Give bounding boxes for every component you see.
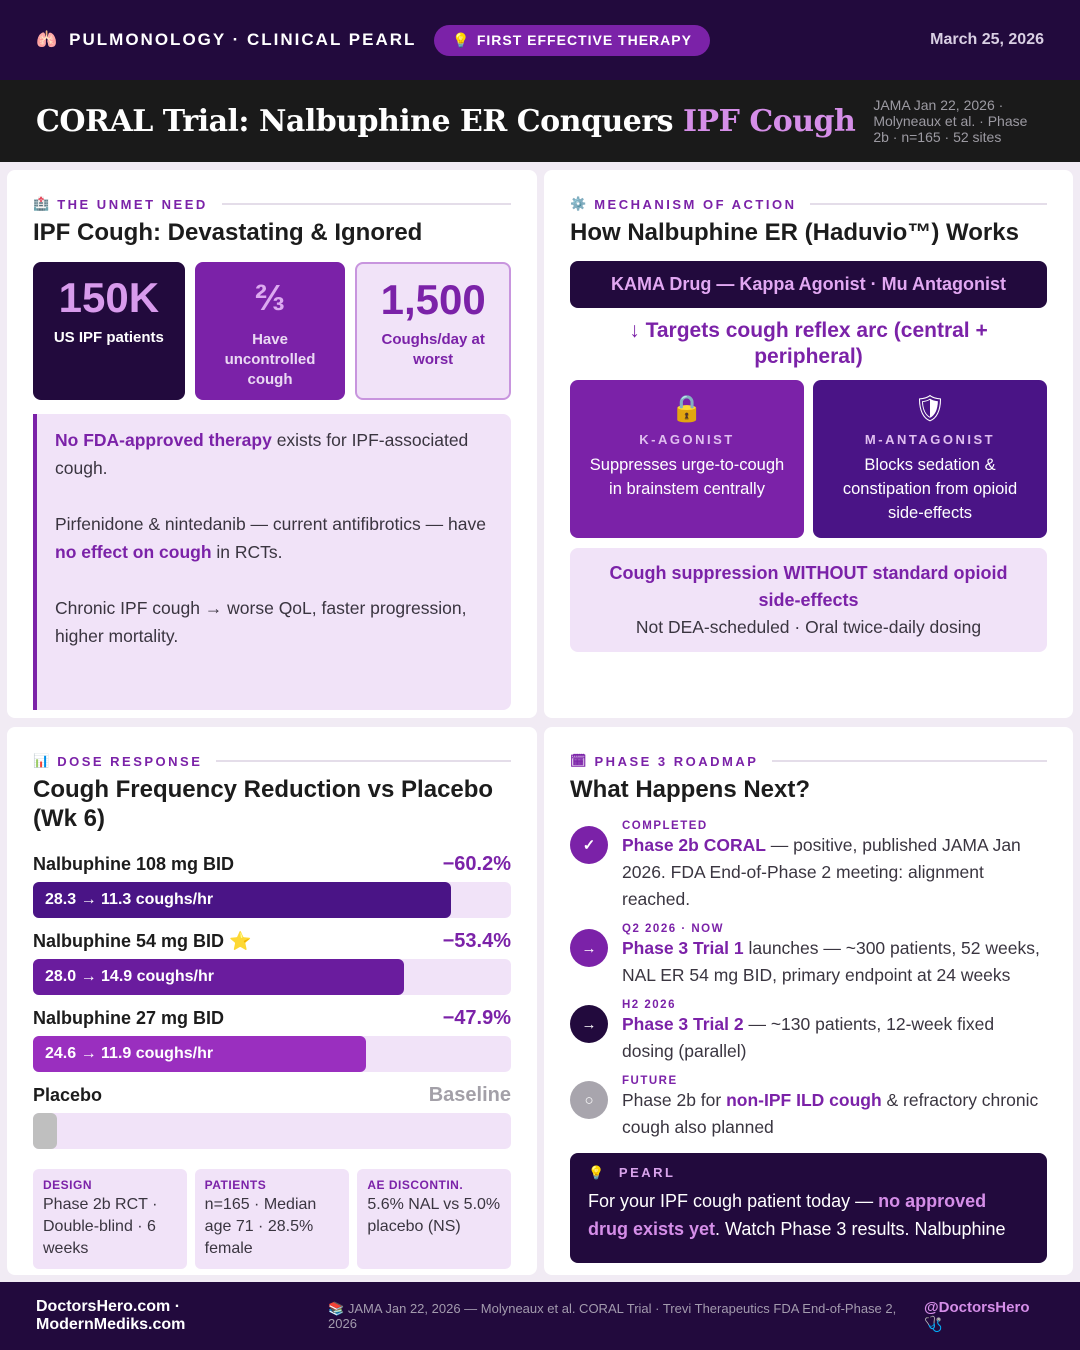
- section-title: IPF Cough: Devastating & Ignored: [33, 219, 423, 246]
- check-icon: ✓: [570, 826, 608, 864]
- dose-arm: [33, 853, 511, 918]
- fact-patients: [195, 1169, 350, 1269]
- dose-arm-name: Nalbuphine 108 mg BID: [33, 854, 235, 874]
- section-kicker-label: DOSE RESPONSE: [57, 753, 203, 769]
- bar-chart-icon: 📊: [33, 753, 50, 768]
- roadmap-steps: [570, 820, 1047, 1141]
- placebo-bar-marker: [33, 1113, 57, 1149]
- therapy-badge-label: FIRST EFFECTIVE THERAPY: [476, 32, 692, 48]
- callout-paragraph: [55, 426, 493, 482]
- unmet-need-card: [7, 170, 537, 718]
- section-kicker: [33, 753, 511, 769]
- section-kicker-label: THE UNMET NEED: [57, 196, 208, 212]
- dose-bar-track: [33, 1113, 511, 1149]
- step-body: [622, 923, 1047, 989]
- step-tag: COMPLETED: [622, 820, 708, 832]
- page-title-main: CORAL Trial: Nalbuphine ER Conquers: [36, 103, 683, 139]
- dose-arm-name: Placebo: [33, 1085, 103, 1105]
- mechanism-name: K-AGONIST: [639, 432, 735, 447]
- step-detail: & refractory chronic cough also planned: [622, 1090, 1039, 1137]
- benefit-callout: [570, 548, 1047, 652]
- step-text: [622, 1087, 1047, 1141]
- section-kicker: [570, 196, 1047, 212]
- mechanism-card: [544, 170, 1073, 718]
- dose-arm-reduction: −60.2%: [442, 853, 511, 875]
- step-body: [622, 1075, 1047, 1141]
- dose-bar-track: [33, 1036, 511, 1072]
- step-text: [622, 1011, 1047, 1065]
- arrow-right-icon: →: [570, 929, 608, 967]
- page-title: [36, 104, 855, 139]
- divider: [772, 760, 1047, 762]
- callout-text: Pirfenidone & nintedanib — current antifibrotics — have: [55, 514, 486, 534]
- step-detail: — ~130 patients, 12-week fixed dosing (parallel): [622, 1014, 995, 1061]
- dose-arm: [33, 1007, 511, 1072]
- kappa-agonist-tile: [570, 380, 804, 538]
- mechanism-name: M-ANTAGONIST: [864, 432, 996, 447]
- dose-bar-track: [33, 882, 511, 918]
- dose-bar-track: [33, 959, 511, 995]
- shield-icon: 🛡: [913, 393, 947, 423]
- page-title-highlight: IPF Cough: [682, 103, 856, 139]
- section-kicker-label: PHASE 3 ROADMAP: [594, 753, 759, 769]
- divider: [810, 203, 1047, 205]
- mechanism-description: Suppresses urge-to-cough in brainstem centrally: [589, 456, 785, 498]
- fact-key: DESIGN: [43, 1178, 93, 1192]
- step-tag: H2 2026: [622, 999, 676, 1011]
- section-title: Cough Frequency Reduction vs Placebo (Wk 6): [33, 776, 494, 832]
- circle-icon: ○: [570, 1081, 608, 1119]
- section-kicker-label: MECHANISM OF ACTION: [594, 196, 797, 212]
- arrow-right-icon: →: [570, 1005, 608, 1043]
- stat-value: 150K: [58, 274, 160, 321]
- fact-value: Phase 2b RCT · Double-blind · 6 weeks: [43, 1196, 158, 1257]
- mu-antagonist-tile: [813, 380, 1047, 538]
- section-title: How Nalbuphine ER (Haduvio™) Works: [570, 219, 1019, 246]
- footer: [0, 1282, 1080, 1350]
- benefit-title: Cough suppression WITHOUT standard opioid side-effects: [609, 563, 1008, 610]
- stat-tile-patients: [33, 262, 185, 400]
- fact-key: AE DISCONTIN.: [367, 1178, 464, 1192]
- books-icon: 📚: [328, 1301, 345, 1316]
- section-kicker: [570, 753, 1047, 769]
- dose-arm: [33, 930, 511, 995]
- step-tag: FUTURE: [622, 1075, 678, 1087]
- title-bar: [0, 80, 1080, 162]
- section-kicker: [33, 196, 511, 212]
- stat-value: ⅔: [254, 277, 286, 318]
- step-body: [622, 999, 1047, 1065]
- divider: [216, 760, 511, 762]
- dose-arm-reduction: −47.9%: [442, 1007, 511, 1029]
- trial-citation: JAMA Jan 22, 2026 · Molyneaux et al. · Phase 2b · n=165 · 52 sites: [873, 97, 1028, 145]
- therapy-badge: [434, 25, 710, 56]
- stat-tiles: [33, 262, 511, 400]
- fact-key: PATIENTS: [204, 1178, 267, 1192]
- benefit-subtitle: Not DEA-scheduled · Oral twice-daily dosing: [635, 617, 982, 637]
- pearl-text: [588, 1187, 1029, 1243]
- step-text: [622, 935, 1047, 989]
- publish-date: March 25, 2026: [930, 31, 1044, 48]
- roadmap-step-completed: [570, 820, 1047, 913]
- footer-source: [328, 1301, 908, 1331]
- lock-icon: 🔒: [670, 393, 704, 423]
- step-body: [622, 820, 1047, 913]
- brand: [36, 30, 416, 50]
- lightbulb-icon: 💡: [588, 1165, 607, 1180]
- dose-bars: [33, 853, 511, 1149]
- top-bar: [0, 0, 1080, 80]
- step-detail: launches — ~300 patients, 52 weeks, NAL ER 54 mg BID, primary endpoint at 24 weeks: [622, 938, 1040, 985]
- dose-arm-header: [33, 853, 511, 879]
- step-text: [622, 832, 1047, 913]
- stat-label: US IPF patients: [53, 329, 164, 346]
- lightbulb-icon: 💡: [452, 31, 471, 48]
- callout-paragraph: Chronic IPF cough → worse QoL, faster progression, higher mortality.: [55, 598, 467, 646]
- dose-arm-name: Nalbuphine 54 mg BID ⭐: [33, 931, 252, 951]
- pearl-emphasis: no approved drug exists yet: [588, 1191, 987, 1239]
- trial-facts: [33, 1169, 511, 1269]
- dose-arm-header: [33, 1007, 511, 1033]
- step-tag: Q2 2026 · NOW: [622, 923, 724, 935]
- dose-arm-placebo: [33, 1084, 511, 1149]
- pearl-text-a: For your IPF cough patient today —: [588, 1191, 879, 1211]
- divider: [222, 203, 511, 205]
- mechanism-description: Blocks sedation & constipation from opioid side-effects: [842, 456, 1018, 522]
- stat-tile-uncontrolled: [195, 262, 346, 400]
- stat-label: Have uncontrolled cough: [224, 331, 316, 388]
- callout-emphasis: No FDA-approved therapy: [55, 430, 272, 450]
- mechanism-tiles: [570, 380, 1047, 538]
- stat-tile-coughs: [355, 262, 511, 400]
- pearl-kicker: [588, 1165, 1029, 1181]
- dose-response-card: [7, 727, 537, 1275]
- step-emphasis: Phase 2b CORAL: [622, 835, 766, 855]
- dose-arm-header: [33, 1084, 511, 1110]
- step-emphasis: Phase 3 Trial 2: [622, 1014, 744, 1034]
- pearl-text-b: . Watch Phase 3 results. Nalbuphine: [715, 1219, 1006, 1239]
- footer-sites: DoctorsHero.com · ModernMediks.com: [36, 1298, 186, 1333]
- dose-bar-fill: 28.0 → 14.9 coughs/hr: [33, 959, 404, 995]
- section-title: What Happens Next?: [570, 776, 811, 803]
- step-emphasis: non-IPF ILD cough: [726, 1090, 882, 1110]
- step-detail: — positive, published JAMA Jan 2026. FDA End-of-Phase 2 meeting: alignment reached.: [622, 835, 1021, 909]
- pearl-callout: [570, 1153, 1047, 1263]
- roadmap-step-h2: [570, 999, 1047, 1065]
- roadmap-step-now: [570, 923, 1047, 989]
- drug-class-banner: KAMA Drug — Kappa Agonist · Mu Antagonist: [570, 261, 1047, 308]
- roadmap-card: [544, 727, 1073, 1275]
- footer-source-text: JAMA Jan 22, 2026 — Molyneaux et al. CORAL Trial · Trevi Therapeutics FDA End-of-Phase 2, 2026: [328, 1301, 897, 1331]
- pearl-kicker-label: PEARL: [618, 1165, 676, 1180]
- dose-bar-fill: 24.6 → 11.9 coughs/hr: [33, 1036, 366, 1072]
- stat-value: 1,500: [380, 276, 486, 323]
- targets-statement: ↓ Targets cough reflex arc (central + peripheral): [629, 319, 988, 368]
- fact-ae-discontinuation: [357, 1169, 511, 1269]
- lungs-icon: 🫁: [36, 30, 60, 49]
- dose-arm-reduction: Baseline: [428, 1084, 511, 1106]
- dose-arm-name: Nalbuphine 27 mg BID: [33, 1008, 225, 1028]
- callout-paragraph: [55, 510, 493, 566]
- fact-value: 5.6% NAL vs 5.0% placebo (NS): [367, 1196, 501, 1235]
- callout-emphasis: no effect on cough: [55, 542, 212, 562]
- hospital-icon: 🏥: [33, 196, 50, 211]
- step-prefix: Phase 2b for: [622, 1090, 727, 1110]
- gear-icon: ⚙️: [570, 196, 587, 211]
- calendar-icon: 🗓: [570, 753, 587, 768]
- callout-text: exists for IPF-associated cough.: [55, 430, 469, 478]
- fact-value: n=165 · Median age 71 · 28.5% female: [204, 1196, 317, 1257]
- dose-arm-header: [33, 930, 511, 956]
- brand-label: PULMONOLOGY · CLINICAL PEARL: [69, 30, 417, 49]
- callout-text: in RCTs.: [211, 542, 283, 562]
- stat-label: Coughs/day at worst: [381, 331, 485, 368]
- fact-design: [33, 1169, 187, 1269]
- roadmap-step-future: [570, 1075, 1047, 1141]
- social-handle-link[interactable]: @DoctorsHero 🩺: [924, 1299, 1030, 1333]
- unmet-need-callout: [33, 414, 511, 710]
- dose-arm-reduction: −53.4%: [442, 930, 511, 952]
- step-emphasis: Phase 3 Trial 1: [622, 938, 744, 958]
- dose-bar-fill: 28.3 → 11.3 coughs/hr: [33, 882, 451, 918]
